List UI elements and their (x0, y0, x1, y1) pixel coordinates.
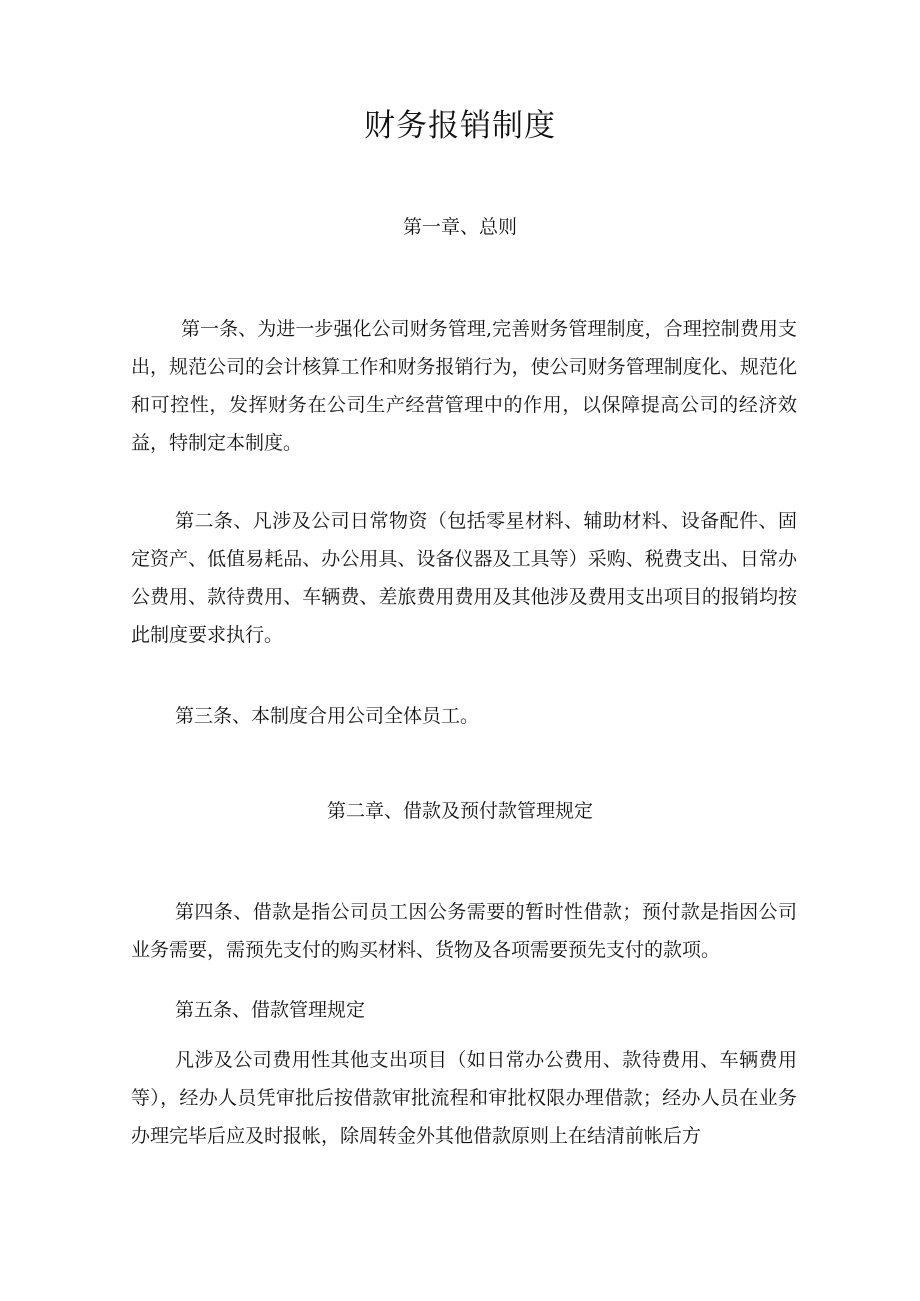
article-2-paragraph: 第二条、凡涉及公司日常物资（包括零星材料、辅助材料、设备配件、固定资产、低值易耗品、办公用具、设备仪器及工具等）采购、税费支出、日常办公费用、款待费用、车辆费、差旅费用费用及其他涉及费用支出项目的报销均按此制度要求执行。 (131, 510, 797, 646)
article-5-paragraph: 凡涉及公司费用性其他支出项目（如日常办公费用、款待费用、车辆费用等），经办人员凭审批后按借款审批流程和审批权限办理借款；经办人员在业务办理完毕后应及时报帐，除周转金外其他借款原则上在结清前帐后方 (131, 1049, 797, 1147)
article-1-paragraph: 第一条、为进一步强化公司财务管理,完善财务管理制度，合理控制费用支出，规范公司的会计核算工作和财务报销行为，使公司财务管理制度化、规范化和可控性，发挥财务在公司生产经营管理中的作用，以保障提高公司的经济效益，特制定本制度。 (131, 318, 797, 454)
article-5-heading: 第五条、借款管理规定 (175, 999, 366, 1021)
article-3-paragraph: 第三条、本制度合用公司全体员工。 (175, 705, 480, 727)
document-title: 财务报销制度 (364, 108, 556, 144)
article-4-paragraph: 第四条、借款是指公司员工因公务需要的暂时性借款；预付款是指因公司业务需要，需预先支付的购买材料、货物及各项需要预先支付的款项。 (131, 901, 797, 961)
chapter-1-heading: 第一章、总则 (402, 216, 517, 238)
chapter-2-heading: 第二章、借款及预付款管理规定 (326, 800, 593, 822)
